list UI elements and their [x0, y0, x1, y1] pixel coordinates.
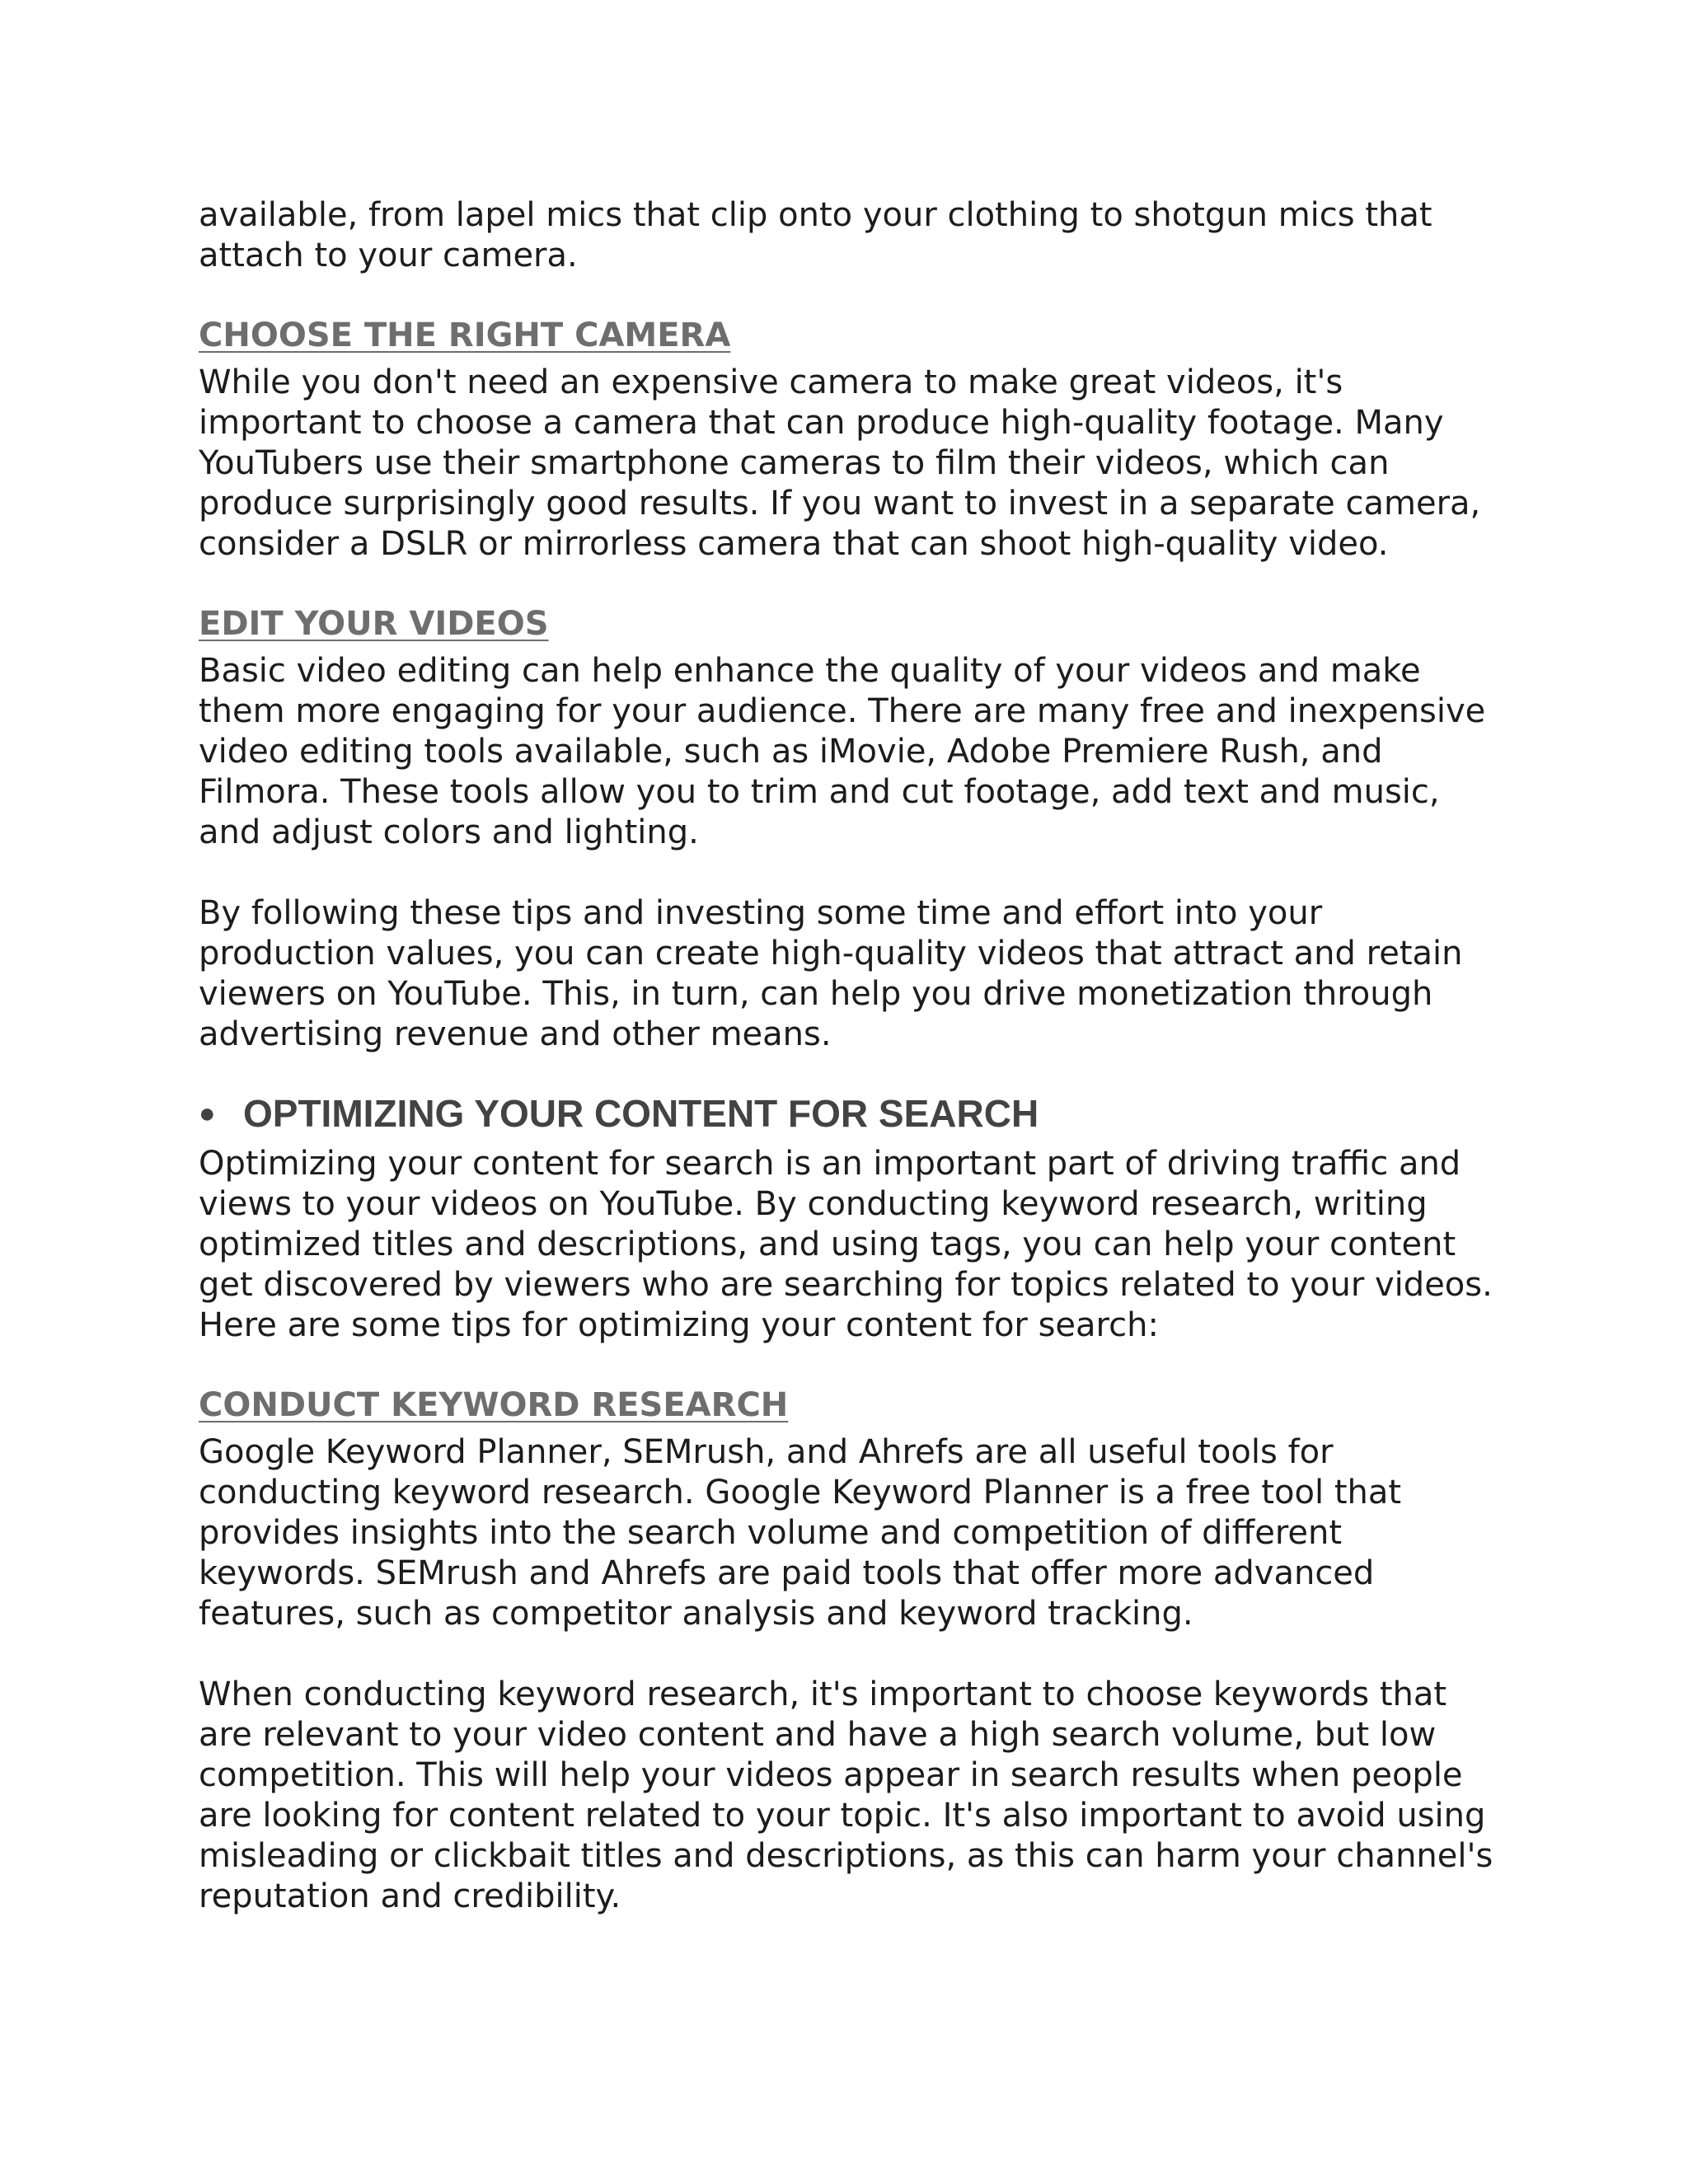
heading-keyword-research: CONDUCT KEYWORD RESEARCH — [199, 1386, 789, 1424]
paragraph-camera: While you don't need an expensive camera to make great videos, it's important to choose a camera that can produce high-quality footage. Many YouTubers use their smartphone cameras to film their videos, which can produce surprisingly good results. If you want to invest in a separate camera, consider a DSLR or mirrorless camera that can shoot high-quality video. — [199, 363, 1481, 563]
paragraph-intro-tail: available, from lapel mics that clip onto your clothing to shotgun mics that attach to your camera. — [199, 196, 1432, 274]
paragraph-section-intro: Optimizing your content for search is an important part of driving traffic and views to your videos on YouTube. By conducting keyword research, writing optimized titles and descriptions, and using tags, you can help your content get discovered by viewers who are searching for topics related to your videos. Here are some tips for optimizing your content for search: — [199, 1145, 1493, 1344]
section-heading-optimizing — [199, 1090, 1501, 1137]
paragraph-keyword-advice: When conducting keyword research, it's important to choose keywords that are relevant to your video content and have a high search volume, but low competition. This will help your videos appear in search results when people are looking for content related to your topic. It's also important to avoid using misleading or clickbait titles and descriptions, as this can harm your channel's reputation and credibility. — [199, 1675, 1493, 1915]
section-heading-text: OPTIMIZING YOUR CONTENT FOR SEARCH — [243, 1092, 1039, 1135]
paragraph-edit: Basic video editing can help enhance the quality of your videos and make them more engaging for your audience. There are many free and inexpensive video editing tools available, such as iMovie, Adobe Premiere Rush, and Filmora. These tools allow you to trim and cut footage, add text and music, and adjust colors and lighting. — [199, 652, 1486, 851]
paragraph-keyword-tools: Google Keyword Planner, SEMrush, and Ahrefs are all useful tools for conducting keyword research. Google Keyword Planner is a free tool that provides insights into the search volume and competition of different keywords. SEMrush and Ahrefs are paid tools that offer more advanced features, such as competitor analysis and keyword tracking. — [199, 1433, 1402, 1633]
heading-choose-camera: CHOOSE THE RIGHT CAMERA — [199, 316, 731, 354]
document-page — [199, 195, 1501, 1917]
bullet-icon: ● — [199, 1098, 216, 1129]
paragraph-closing: By following these tips and investing some time and effort into your production values, you can create high-quality videos that attract and retain viewers on YouTube. This, in turn, can help you drive monetization through advertising revenue and other means. — [199, 894, 1463, 1053]
heading-edit-videos: EDIT YOUR VIDEOS — [199, 605, 549, 643]
